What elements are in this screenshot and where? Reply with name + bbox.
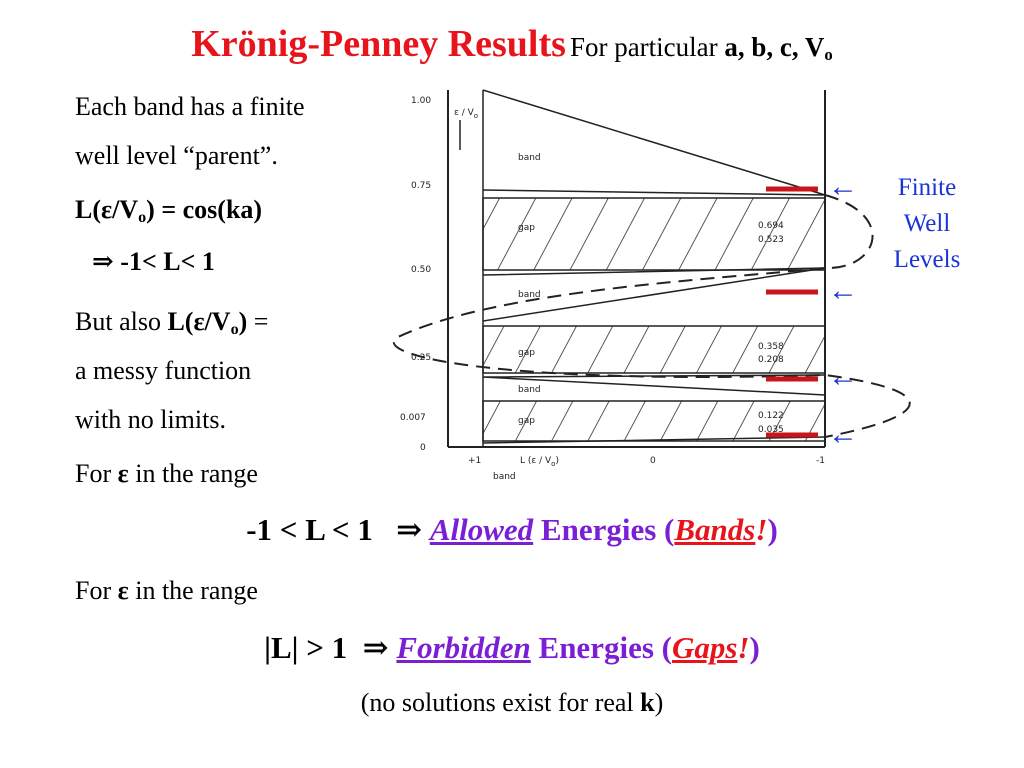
region-label: gap (518, 416, 535, 426)
y-tick: 0.50 (411, 265, 432, 275)
y-tick: 0 (420, 443, 426, 453)
left-arrow-icon: ← (828, 360, 858, 393)
title-sub: For particular a, b, c, $V_o$ (569, 32, 833, 65)
region-label: gap (518, 348, 535, 358)
x-tick: -1 (816, 456, 825, 466)
x-tick: 0 (650, 456, 656, 466)
region-label: band (518, 290, 541, 300)
text-messy: a messy function (75, 356, 252, 385)
y-tick: 0.007 (400, 413, 426, 423)
y-tick: 0.75 (411, 181, 432, 191)
equation-range: ⇒ -1< L< 1 (92, 247, 215, 276)
no-solutions-note: (no solutions exist for real k) (360, 688, 664, 717)
kronig-penney-figure (378, 85, 960, 485)
region-label: band (518, 385, 541, 395)
text-but-also: But also $L(\varepsilon/V_o)$ = (75, 307, 269, 339)
gap-value: 0.035 (758, 425, 784, 435)
gap-value: 0.122 (758, 411, 784, 421)
text-for-range-1: For ε in the range (75, 459, 258, 488)
region-label: gap (518, 223, 535, 233)
gap-value: 0.208 (758, 355, 784, 365)
x-tick: +1 (468, 456, 482, 466)
gap-region-1 (483, 198, 825, 270)
text-line-2: well level “parent”. (75, 141, 278, 170)
y-axis-label: ε / $V_o$ (454, 108, 479, 120)
gap-value: 0.358 (758, 342, 784, 352)
left-arrow-icon: ← (828, 274, 858, 307)
text-for-range-2: For ε in the range (75, 576, 258, 605)
equation-cos: $L(\varepsilon/V_o) = \cos(ka)$ (75, 195, 263, 227)
left-arrow-icon: ← (828, 418, 858, 451)
forbidden-energies-line: |L| > 1 ⇒ Forbidden Energies (Gaps!) (264, 630, 760, 665)
x-axis-label: L $(\varepsilon / V_o)$ (520, 456, 559, 468)
gap-value: 0.523 (758, 235, 784, 245)
y-tick: 0.25 (411, 353, 432, 363)
allowed-energies-line: -1 < L < 1 ⇒ Allowed Energies (Bands!) (246, 512, 778, 547)
finite-well-levels-label: Finite Well Levels (893, 174, 961, 273)
slide-title (0, 22, 1024, 66)
y-tick: 1.00 (411, 96, 432, 106)
region-label: band (518, 153, 541, 163)
gap-value: 0.694 (758, 221, 784, 231)
text-line-1: Each band has a finite (75, 92, 305, 121)
title-main: Krönig-Penney Results (191, 23, 566, 65)
left-arrow-icon: ← (828, 170, 858, 203)
region-label: band (493, 472, 516, 482)
text-limits: with no limits. (75, 405, 226, 434)
